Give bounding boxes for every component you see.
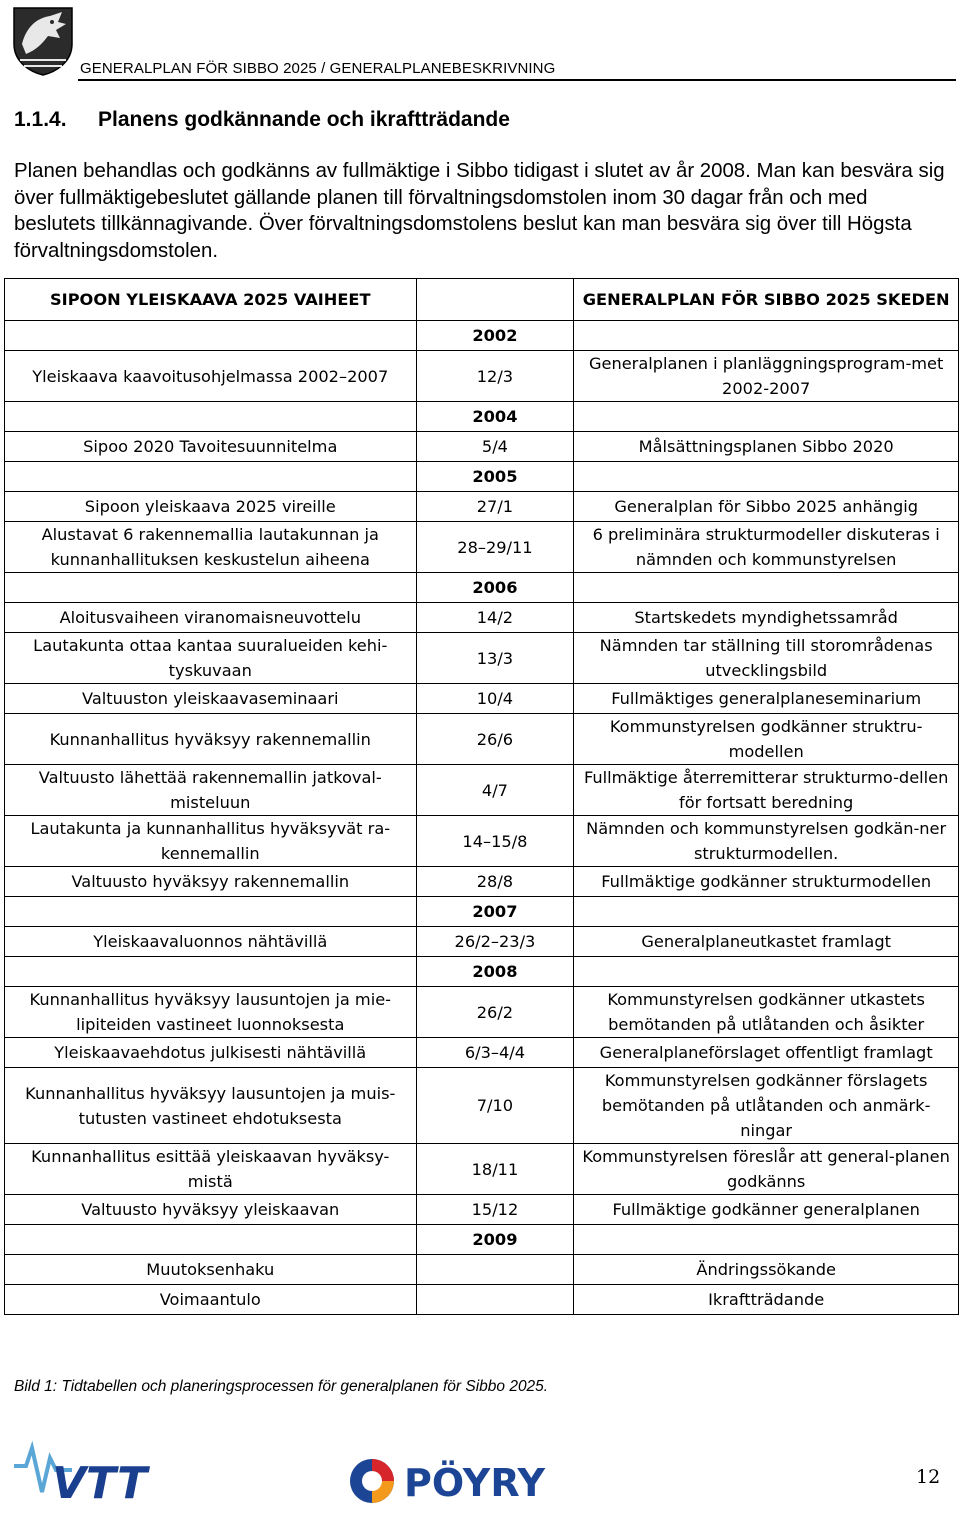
empty-cell: [5, 402, 417, 432]
stage-date: 5/4: [416, 432, 574, 462]
stage-date: [416, 1285, 574, 1315]
stage-date: 28/8: [416, 867, 574, 897]
empty-cell: [574, 573, 959, 603]
table-header-row: [5, 279, 959, 321]
year-row: [5, 897, 959, 927]
timeline-table: [4, 278, 959, 1315]
year-label: 2009: [416, 1225, 574, 1255]
stage-swedish: Fullmäktiges generalplaneseminarium: [574, 684, 959, 714]
stage-swedish: 6 preliminära strukturmodeller diskuteras i nämnden och kommunstyrelsen: [574, 522, 959, 573]
stage-swedish: Nämnden tar ställning till storområdenas utvecklingsbild: [574, 633, 959, 684]
year-row: [5, 573, 959, 603]
stage-finnish: Yleiskaava kaavoitusohjelmassa 2002–2007: [5, 351, 417, 402]
stage-date: 26/2: [416, 987, 574, 1038]
year-label: 2006: [416, 573, 574, 603]
stage-finnish: Lautakunta ja kunnanhallitus hyväksyvät ra-kennemallin: [5, 816, 417, 867]
poyry-logo-text: PÖYRY: [404, 1461, 546, 1505]
stage-date: 26/6: [416, 714, 574, 765]
table-row: [5, 351, 959, 402]
stage-swedish: Generalplaneutkastet framlagt: [574, 927, 959, 957]
table-row: [5, 1068, 959, 1144]
table-row: [5, 816, 959, 867]
stage-date: 15/12: [416, 1195, 574, 1225]
body-paragraph: Planen behandlas och godkänns av fullmäktige i Sibbo tidigast i slutet av år 2008. Man kan besvära sig över fullmäktigebeslutet gällande planen till förvaltningsdomstolen inom 30 dagar från och med beslutets tillkännagivande. Över förvaltningsdomstolens beslut kan man besvära sig över till Högsta förvaltningsdomstolen.: [14, 160, 945, 262]
stage-date: 7/10: [416, 1068, 574, 1144]
table-row: [5, 603, 959, 633]
empty-cell: [574, 321, 959, 351]
stage-finnish: Muutoksenhaku: [5, 1255, 417, 1285]
stage-finnish: Kunnanhallitus hyväksyy lausuntojen ja muis-tutusten vastineet ehdotuksesta: [5, 1068, 417, 1144]
year-row: [5, 402, 959, 432]
header-finnish: SIPOON YLEISKAAVA 2025 VAIHEET: [5, 279, 417, 321]
stage-swedish: Ändringssökande: [574, 1255, 959, 1285]
stage-finnish: Kunnanhallitus esittää yleiskaavan hyväksy-mistä: [5, 1144, 417, 1195]
section-title: Planens godkännande och ikraftträdande: [98, 108, 510, 131]
stage-swedish: Kommunstyrelsen godkänner förslagets bemötanden på utlåtanden och anmärk-ningar: [574, 1068, 959, 1144]
timeline-body: [5, 279, 959, 1315]
stage-finnish: Voimaantulo: [5, 1285, 417, 1315]
year-row: [5, 957, 959, 987]
year-label: 2007: [416, 897, 574, 927]
sibbo-crest-logo: [12, 4, 74, 76]
page-header: [0, 0, 960, 82]
empty-cell: [5, 1225, 417, 1255]
stage-finnish: Aloitusvaiheen viranomaisneuvottelu: [5, 603, 417, 633]
stage-swedish: Kommunstyrelsen godkänner utkastets bemötanden på utlåtanden och åsikter: [574, 987, 959, 1038]
page-number: 12: [916, 1466, 941, 1488]
stage-finnish: Sipoo 2020 Tavoitesuunnitelma: [5, 432, 417, 462]
table-row: [5, 633, 959, 684]
stage-finnish: Valtuusto hyväksyy yleiskaavan: [5, 1195, 417, 1225]
table-row: [5, 432, 959, 462]
empty-cell: [574, 462, 959, 492]
table-row: [5, 1038, 959, 1068]
section-number: 1.1.4.: [14, 108, 67, 131]
figure-caption: Bild 1: Tidtabellen och planeringsprocessen för generalplanen för Sibbo 2025.: [14, 1378, 549, 1395]
header-swedish: GENERALPLAN FÖR SIBBO 2025 SKEDEN: [574, 279, 959, 321]
vtt-logo-text: VTT: [52, 1458, 148, 1504]
stage-swedish: Generalplanen i planläggningsprogram-met 2002-2007: [574, 351, 959, 402]
empty-cell: [574, 1225, 959, 1255]
stage-swedish: Kommunstyrelsen godkänner struktru-modellen: [574, 714, 959, 765]
stage-swedish: Nämnden och kommunstyrelsen godkän-ner strukturmodellen.: [574, 816, 959, 867]
stage-date: 13/3: [416, 633, 574, 684]
table-row: [5, 1144, 959, 1195]
table-row: [5, 522, 959, 573]
year-row: [5, 1225, 959, 1255]
empty-cell: [5, 321, 417, 351]
table-row: [5, 1195, 959, 1225]
stage-swedish: Ikraftträdande: [574, 1285, 959, 1315]
table-row: [5, 927, 959, 957]
stage-swedish: Fullmäktige godkänner generalplanen: [574, 1195, 959, 1225]
stage-date: [416, 1255, 574, 1285]
stage-date: 26/2–23/3: [416, 927, 574, 957]
year-row: [5, 462, 959, 492]
empty-cell: [5, 573, 417, 603]
stage-swedish: Fullmäktige godkänner strukturmodellen: [574, 867, 959, 897]
empty-cell: [5, 957, 417, 987]
stage-finnish: Valtuusto lähettää rakennemallin jatkoval-misteluun: [5, 765, 417, 816]
table-row: [5, 1285, 959, 1315]
year-row: [5, 321, 959, 351]
stage-finnish: Kunnanhallitus hyväksyy rakennemallin: [5, 714, 417, 765]
vtt-logo: [12, 1440, 172, 1504]
stage-swedish: Generalplaneförslaget offentligt framlagt: [574, 1038, 959, 1068]
stage-finnish: Yleiskaavaluonnos nähtävillä: [5, 927, 417, 957]
stage-finnish: Kunnanhallitus hyväksyy lausuntojen ja mie-lipiteiden vastineet luonnoksesta: [5, 987, 417, 1038]
stage-date: 12/3: [416, 351, 574, 402]
empty-cell: [574, 897, 959, 927]
stage-finnish: Yleiskaavaehdotus julkisesti nähtävillä: [5, 1038, 417, 1068]
header-empty-cell: [416, 279, 574, 321]
stage-swedish: Målsättningsplanen Sibbo 2020: [574, 432, 959, 462]
stage-swedish: Startskedets myndighetssamråd: [574, 603, 959, 633]
year-label: 2002: [416, 321, 574, 351]
stage-date: 4/7: [416, 765, 574, 816]
stage-finnish: Valtuusto hyväksyy rakennemallin: [5, 867, 417, 897]
empty-cell: [574, 957, 959, 987]
year-label: 2005: [416, 462, 574, 492]
year-label: 2004: [416, 402, 574, 432]
empty-cell: [5, 462, 417, 492]
stage-date: 14–15/8: [416, 816, 574, 867]
stage-date: 14/2: [416, 603, 574, 633]
stage-finnish: Lautakunta ottaa kantaa suuralueiden kehi-tyskuvaan: [5, 633, 417, 684]
table-row: [5, 1255, 959, 1285]
year-label: 2008: [416, 957, 574, 987]
stage-date: 6/3–4/4: [416, 1038, 574, 1068]
stage-swedish: Kommunstyrelsen föreslår att general-planen godkänns: [574, 1144, 959, 1195]
poyry-logo: [344, 1450, 604, 1512]
table-row: [5, 867, 959, 897]
stage-finnish: Valtuuston yleiskaavaseminaari: [5, 684, 417, 714]
empty-cell: [574, 402, 959, 432]
table-row: [5, 987, 959, 1038]
stage-finnish: Sipoon yleiskaava 2025 vireille: [5, 492, 417, 522]
stage-finnish: Alustavat 6 rakennemallia lautakunnan ja kunnanhallituksen keskustelun aiheena: [5, 522, 417, 573]
stage-swedish: Generalplan för Sibbo 2025 anhängig: [574, 492, 959, 522]
stage-date: 18/11: [416, 1144, 574, 1195]
table-row: [5, 492, 959, 522]
running-head: GENERALPLAN FÖR SIBBO 2025 / GENERALPLANEBESKRIVNING: [80, 60, 556, 77]
table-row: [5, 714, 959, 765]
header-rule: [78, 79, 956, 81]
empty-cell: [5, 897, 417, 927]
stage-date: 28–29/11: [416, 522, 574, 573]
table-row: [5, 765, 959, 816]
table-row: [5, 684, 959, 714]
stage-date: 27/1: [416, 492, 574, 522]
section-heading: [14, 108, 510, 132]
stage-swedish: Fullmäktige återremitterar strukturmo-dellen för fortsatt beredning: [574, 765, 959, 816]
stage-date: 10/4: [416, 684, 574, 714]
